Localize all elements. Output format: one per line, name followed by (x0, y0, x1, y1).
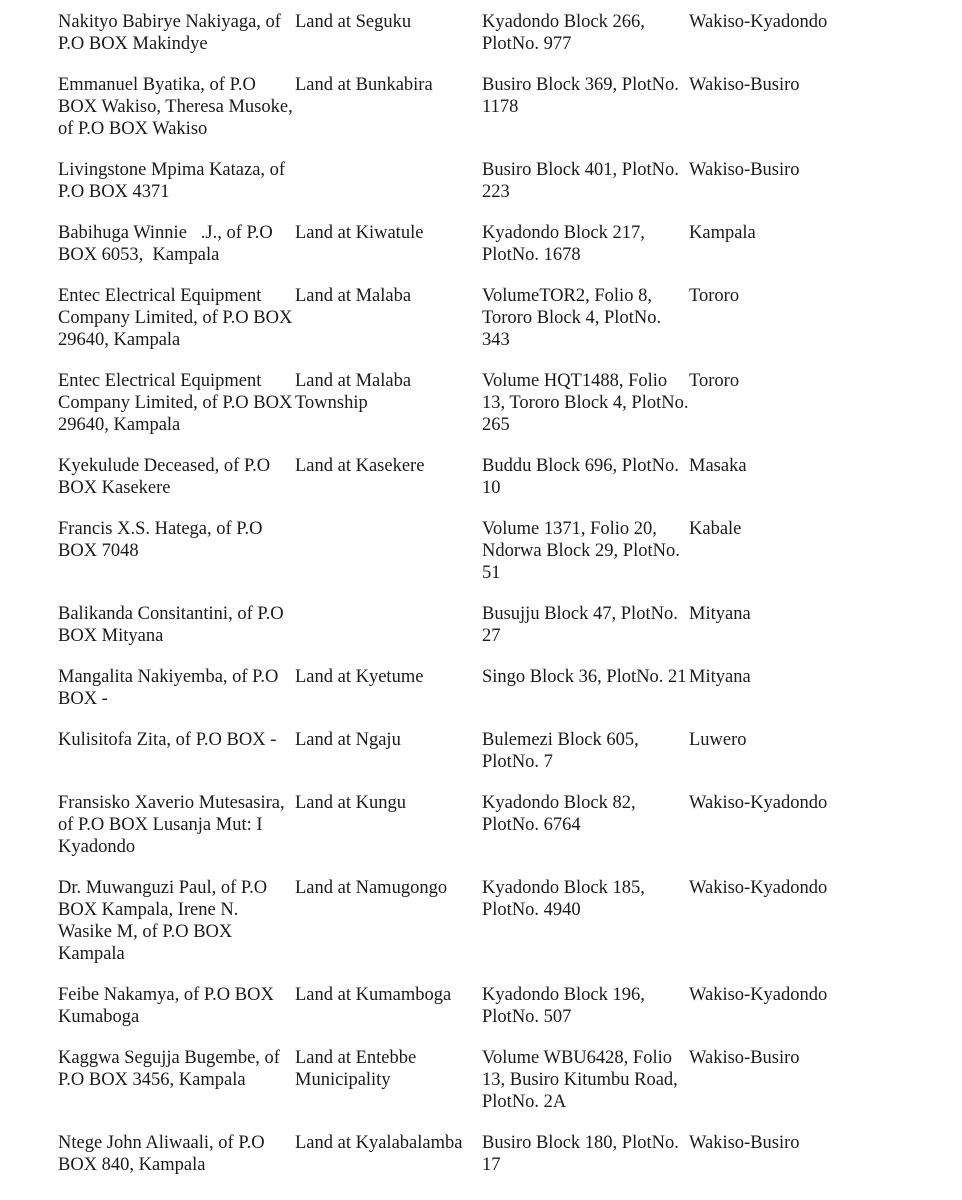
description-cell: Land at Kumamboga (295, 985, 452, 1005)
table-row (58, 74, 938, 140)
reference-cell: Volume 1371, Folio 20, Ndorwa Block 29, PlotNo. 51 (482, 519, 680, 583)
reference-cell: Busiro Block 401, PlotNo. 223 (482, 160, 679, 202)
owner-cell: Kaggwa Segujja Bugembe, of P.O BOX 3456, Kampala (58, 1048, 280, 1090)
table-row (58, 518, 938, 584)
table-row (58, 370, 938, 436)
district-cell: Luwero (689, 730, 747, 750)
table-row (58, 222, 938, 266)
district-cell: Tororo (689, 286, 740, 306)
district-cell: Wakiso-Kyadondo (689, 985, 828, 1005)
table-row (58, 603, 938, 647)
page-bottom-edge (0, 1192, 962, 1200)
district-cell: Mityana (689, 604, 751, 624)
district-cell: Wakiso-Kyadondo (689, 12, 828, 32)
district-cell: Wakiso-Busiro (689, 75, 800, 95)
owner-cell: Balikanda Consitantini, of P.O BOX Mityana (58, 604, 284, 646)
description-cell: Land at Kasekere (295, 456, 425, 476)
reference-cell: Buddu Block 696, PlotNo. 10 (482, 456, 679, 498)
description-cell (295, 603, 482, 647)
reference-cell: VolumeTOR2, Folio 8, Tororo Block 4, PlotNo. 343 (482, 286, 662, 350)
owner-cell: Dr. Muwanguzi Paul, of P.O BOX Kampala, Irene N. Wasike M, of P.O BOX Kampala (58, 878, 268, 964)
reference-cell: Bulemezi Block 605, PlotNo. 7 (482, 730, 639, 772)
owner-cell: Entec Electrical Equipment Company Limited, of P.O BOX 29640, Kampala (58, 286, 293, 350)
description-cell: Land at Kyetume (295, 667, 424, 687)
reference-cell: Busujju Block 47, PlotNo. 27 (482, 604, 678, 646)
district-cell: Kabale (689, 519, 742, 539)
land-records-table (58, 11, 938, 1195)
district-cell: Wakiso-Busiro (689, 1048, 800, 1068)
reference-cell: Kyadondo Block 217, PlotNo. 1678 (482, 223, 645, 265)
district-cell: Wakiso-Kyadondo (689, 793, 828, 813)
table-row (58, 11, 938, 55)
reference-cell: Busiro Block 369, PlotNo. 1178 (482, 75, 679, 117)
description-cell: Land at Kungu (295, 793, 406, 813)
description-cell: Land at Namugongo (295, 878, 448, 898)
owner-cell: Nakityo Babirye Nakiyaga, of P.O BOX Makindye (58, 12, 281, 54)
description-cell: Land at Entebbe Municipality (295, 1048, 417, 1090)
owner-cell: Mangalita Nakiyemba, of P.O BOX - (58, 667, 279, 709)
table-row (58, 877, 938, 965)
reference-cell: Volume WBU6428, Folio 13, Busiro Kitumbu Road, PlotNo. 2A (482, 1048, 678, 1112)
table-row (58, 1132, 938, 1176)
reference-cell: Busiro Block 180, PlotNo. 17 (482, 1133, 679, 1175)
description-cell: Land at Malaba Township (295, 371, 412, 413)
table-row (58, 1047, 938, 1113)
owner-cell: Entec Electrical Equipment Company Limited, of P.O BOX 29640, Kampala (58, 371, 293, 435)
reference-cell: Kyadondo Block 266, PlotNo. 977 (482, 12, 645, 54)
reference-cell: Singo Block 36, PlotNo. 21 (482, 667, 687, 687)
district-cell: Mityana (689, 667, 751, 687)
district-cell: Tororo (689, 371, 740, 391)
owner-cell: Emmanuel Byatika, of P.O BOX Wakiso, Theresa Musoke, of P.O BOX Wakiso (58, 75, 293, 139)
owner-cell: Kyekulude Deceased, of P.O BOX Kasekere (58, 456, 271, 498)
reference-cell: Kyadondo Block 185, PlotNo. 4940 (482, 878, 645, 920)
table-row (58, 666, 938, 710)
district-cell: Kampala (689, 223, 756, 243)
owner-cell: Livingstone Mpima Kataza, of P.O BOX 4371 (58, 160, 286, 202)
owner-cell: Fransisko Xaverio Mutesasira, of P.O BOX Lusanja Mut: I Kyadondo (58, 793, 285, 857)
table-row (58, 455, 938, 499)
table-row (58, 984, 938, 1028)
reference-cell: Kyadondo Block 196, PlotNo. 507 (482, 985, 645, 1027)
owner-cell: Kulisitofa Zita, of P.O BOX - (58, 730, 277, 750)
district-cell: Masaka (689, 456, 747, 476)
description-cell: Land at Seguku (295, 12, 412, 32)
description-cell: Land at Kyalabalamba (295, 1133, 463, 1153)
district-cell: Wakiso-Kyadondo (689, 878, 828, 898)
table-row (58, 792, 938, 858)
owner-cell: Babihuga Winnie .J., of P.O BOX 6053, Kampala (58, 223, 278, 265)
table-row (58, 285, 938, 351)
table-row (58, 729, 938, 773)
description-cell (295, 159, 482, 203)
reference-cell: Volume HQT1488, Folio 13, Tororo Block 4, PlotNo. 265 (482, 371, 689, 435)
district-cell: Wakiso-Busiro (689, 1133, 800, 1153)
description-cell: Land at Malaba (295, 286, 412, 306)
district-cell: Wakiso-Busiro (689, 160, 800, 180)
description-cell: Land at Ngaju (295, 730, 401, 750)
description-cell: Land at Kiwatule (295, 223, 424, 243)
reference-cell: Kyadondo Block 82, PlotNo. 6764 (482, 793, 636, 835)
owner-cell: Feibe Nakamya, of P.O BOX Kumaboga (58, 985, 274, 1027)
owner-cell: Ntege John Aliwaali, of P.O BOX 840, Kampala (58, 1133, 265, 1175)
description-cell: Land at Bunkabira (295, 75, 433, 95)
description-cell (295, 518, 482, 584)
owner-cell: Francis X.S. Hatega, of P.O BOX 7048 (58, 519, 263, 561)
table-row (58, 159, 938, 203)
